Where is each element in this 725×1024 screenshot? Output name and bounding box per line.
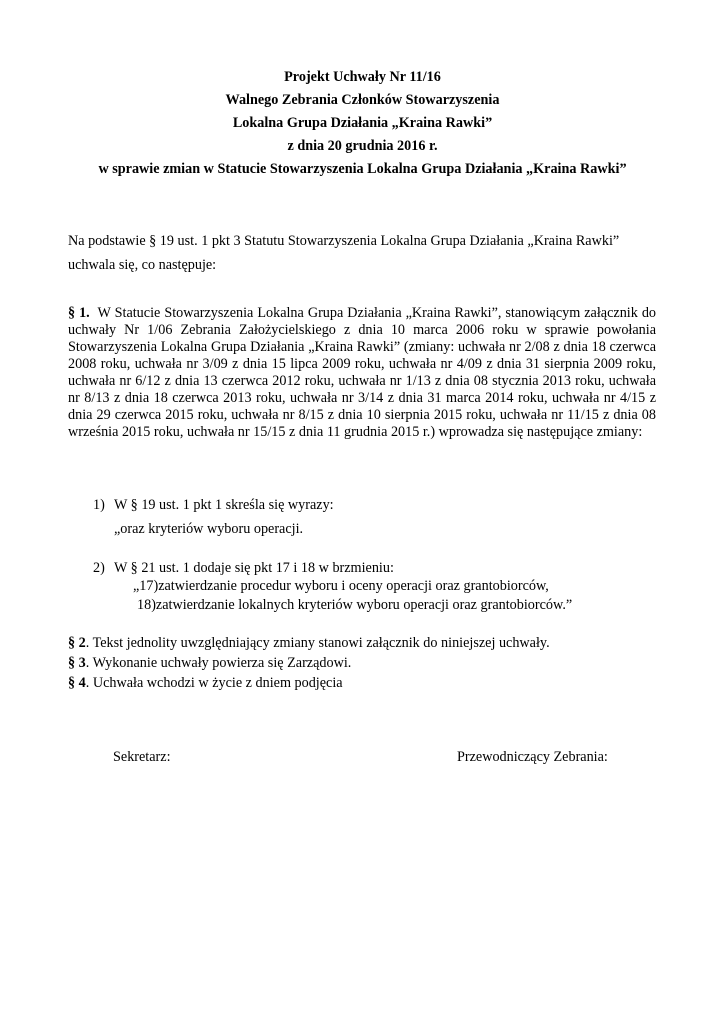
list-item-quote: „oraz kryteriów wyboru operacji. (114, 521, 304, 537)
section-4-label: § 4 (68, 675, 86, 691)
section-3 (68, 653, 668, 673)
header-date: z dnia 20 grudnia 2016 r. (287, 138, 438, 154)
legal-basis (68, 229, 668, 277)
header-organization: Lokalna Grupa Działania „Kraina Rawki” (232, 115, 493, 131)
section-2-text: . Tekst jednolity uwzględniający zmiany stanowi załącznik do niniejszej uchwały. (85, 635, 550, 651)
list-item-quote-1: „17)zatwierdzanie procedur wyboru i oceny operacji oraz grantobiorców, (133, 578, 549, 594)
list-item-text: W § 21 ust. 1 dodaje się pkt 17 i 18 w brzmieniu: (114, 560, 394, 576)
header-subject: w sprawie zmian w Statucie Stowarzyszenia Lokalna Grupa Działania „Kraina Rawki” (98, 161, 627, 177)
section-1-label: § 1. (68, 305, 90, 321)
section-1-text: W Statucie Stowarzyszenia Lokalna Grupa Działania „Kraina Rawki”, stanowiącym załącznik do uchwały Nr 1/06 Zebrania Założycielskiego z dnia 10 marca 2006 roku w sprawie powołania Stowarzyszenia Lokalna Grupa Działania „Kraina Rawki” (zmiany: uchwała nr 2/08 z dnia 18 czerwca 2008 roku, uchwała nr 3/09 z dnia 15 lipca 2009 roku, uchwała nr 4/09 z dnia 31 sierpnia 2009 roku, uchwała nr 6/12 z dnia 13 czerwca 2012 roku, uchwała nr 1/13 z dnia 08 stycznia 2013 roku, uchwała nr 8/13 z dnia 18 czerwca 2013 roku, uchwała nr 3/14 z dnia 31 marca 2014 roku, uchwała nr 4/15 z dnia 29 czerwca 2015 roku, uchwała nr 8/15 z dnia 10 sierpnia 2015 roku, uchwała nr 11/15 z dnia 08 września 2015 roku, uchwała nr 15/15 z dnia 11 grudnia 2015 r.) wprowadza się następujące zmiany: (68, 305, 657, 440)
list-item-text: W § 19 ust. 1 pkt 1 skreśla się wyrazy: (114, 497, 334, 513)
header-assembly: Walnego Zebrania Członków Stowarzyszenia (225, 92, 500, 108)
section-2-label: § 2 (68, 635, 86, 651)
closing-sections (68, 633, 668, 693)
header-title: Projekt Uchwały Nr 11/16 (284, 69, 441, 85)
resolution-header (0, 66, 725, 181)
signature-chairman: Przewodniczący Zebrania: (457, 749, 608, 765)
section-1 (68, 305, 656, 441)
signature-secretary: Sekretarz: (113, 749, 171, 765)
list-item-number: 1) (93, 497, 105, 513)
list-item-quote-2: 18)zatwierdzanie lokalnych kryteriów wyboru operacji oraz grantobiorców.” (137, 597, 573, 613)
section-4-text: . Uchwała wchodzi w życie z dniem podjęcia (85, 675, 343, 691)
section-2 (68, 633, 668, 653)
legal-basis-line-2: uchwala się, co następuje: (68, 257, 217, 273)
section-4 (68, 673, 668, 693)
section-3-text: . Wykonanie uchwały powierza się Zarządowi. (85, 655, 352, 671)
list-item-number: 2) (93, 560, 105, 576)
section-3-label: § 3 (68, 655, 86, 671)
legal-basis-line-1: Na podstawie § 19 ust. 1 pkt 3 Statutu Stowarzyszenia Lokalna Grupa Działania „Kraina Rawki” (68, 233, 620, 249)
